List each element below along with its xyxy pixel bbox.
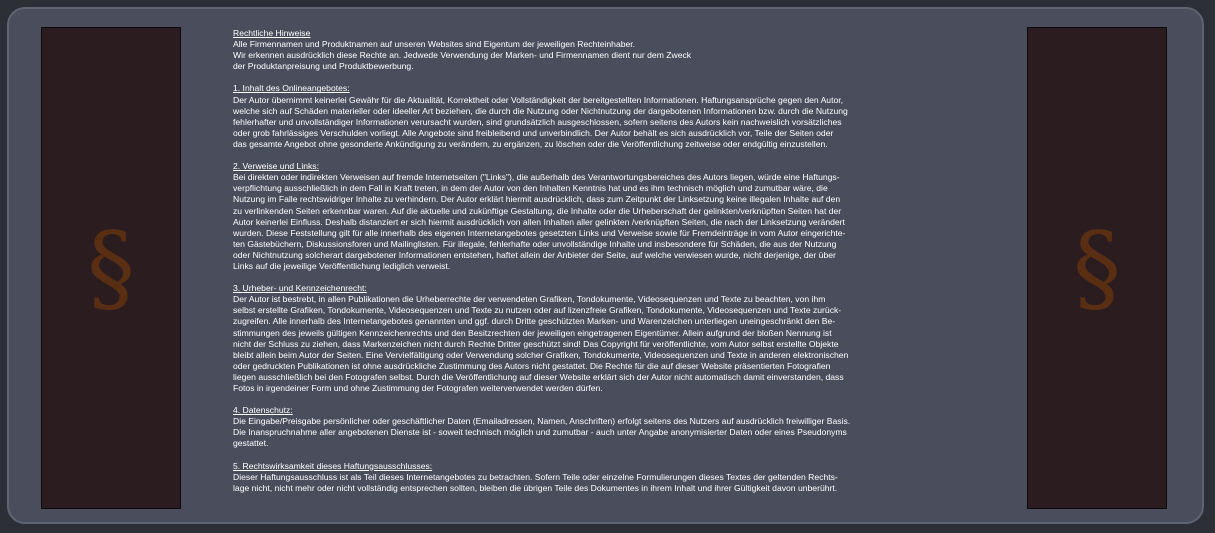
section-text-line: der Produktanpreisung und Produktbewerbung. bbox=[233, 61, 414, 72]
intro-block bbox=[233, 28, 953, 72]
left-side-panel bbox=[41, 27, 181, 509]
section-heading: 2. Verweise und Links: bbox=[233, 161, 319, 172]
section-heading: 1. Inhalt des Onlineangebotes: bbox=[233, 83, 350, 94]
section-text-line: oder Nichtnutzung solcherart dargebotener Informationen entstehen, haftet allein der Anbieter der Seite, auf welche verwiesen wurde, nicht derjenige, der über bbox=[233, 249, 836, 260]
legal-section bbox=[233, 283, 953, 394]
section-heading: 5. Rechtswirksamkeit dieses Haftungsausschlusses: bbox=[233, 460, 433, 471]
paragraph-sign-icon: § bbox=[87, 212, 135, 324]
section-text-line: das gesamte Angebot ohne gesonderte Ankündigung zu verändern, zu ergänzen, zu löschen oder die Veröffentlichung zeitweise oder endgültig einzustellen. bbox=[233, 138, 828, 149]
section-text-line: welche sich auf Schäden materieller oder ideeller Art beziehen, die durch die Nutzung oder Nichtnutzung der dargebotenen Informationen bzw. durch die Nutzung bbox=[233, 105, 848, 116]
section-text-line: Fotos in irgendeiner Form und ohne Zustimmung der Fotografen weiterverwendet werden dürfen. bbox=[233, 383, 603, 393]
section-text-line: Links auf die jeweilige Veröffentlichung lediglich verweist. bbox=[233, 260, 451, 271]
section-text-line: ten Gästebüchern, Diskussionsforen und Mailinglisten. Für illegale, fehlerhafte oder unvollständige Inhalte und insbesondere für Schäden, die aus der Nutzung bbox=[233, 238, 837, 249]
section-text-line: wurden. Diese Feststellung gilt für alle innerhalb des eigenen Internetangebotes gesetzten Links und Verweise sowie für Fremdeinträge in vom Autor eingerichte- bbox=[233, 227, 846, 238]
right-side-panel bbox=[1027, 27, 1167, 509]
section-text-line: nicht der Schluss zu ziehen, dass Markenzeichen nicht durch Rechte Dritter geschützt sind! Das Copyright für veröffentlichte, vom Autor selbst erstellte Objekte bbox=[233, 338, 839, 349]
section-text-line: liegen ausschließlich bei den Fotografen selbst. Durch die Veröffentlichung auf dieser Website erklärt sich der Autor nicht automatisch damit einverstanden, dass bbox=[233, 371, 844, 382]
section-text-line: Bei direkten oder indirekten Verweisen auf fremde Internetseiten ("Links"), die außerhalb des Verantwortungsbereiches des Autors liegen, würde eine Haftungs- bbox=[233, 172, 840, 183]
section-text-line: Dieser Haftungsausschluss ist als Teil dieses Internetangebotes zu betrachten. Sofern Teile oder einzelne Formulierungen dieses Textes der geltenden Rechts- bbox=[233, 471, 838, 482]
legal-section bbox=[233, 161, 953, 272]
section-text-line: lage nicht, nicht mehr oder nicht vollständig entsprechen sollten, bleiben die übrigen Teile des Dokumentes in ihrem Inhalt und ihrer Gültigkeit davon unberührt. bbox=[233, 482, 838, 493]
section-heading: 3. Urheber- und Kennzeichenrecht: bbox=[233, 283, 367, 294]
paragraph-sign-icon: § bbox=[1073, 212, 1121, 324]
legal-section bbox=[233, 83, 953, 150]
section-text-line: Wir erkennen ausdrücklich diese Rechte an. Jedwede Verwendung der Marken- und Firmennamen dient nur dem Zweck bbox=[233, 50, 692, 61]
section-text-line: Autor keinerlei Einfluss. Deshalb distanziert er sich hiermit ausdrücklich von allen Inhalten aller gelinkten /verknüpften Seiten, die nach der Linksetzung verändert bbox=[233, 216, 845, 227]
section-text-line: verpflichtung ausschließlich in dem Fall in Kraft treten, in dem der Autor von den Inhalten Kenntnis hat und es ihm technisch möglich und zumutbar wäre, die bbox=[233, 183, 828, 194]
section-text-line: oder gedruckten Publikationen ist ohne ausdrückliche Zustimmung des Autors nicht gestattet. Die Rechte für die auf dieser Website präsentierten Fotografien bbox=[233, 360, 831, 371]
section-text-line: stimmungen des jeweils gültigen Kennzeichenrechts und den Besitzrechten der jeweiligen eingetragenen Eigentümer. Allein aufgrund der bloßen Nennung ist bbox=[233, 327, 832, 338]
section-text-line: Die Inanspruchnahme aller angebotenen Dienste ist - soweit technisch möglich und zumutbar - auch unter Angabe anonymisierter Daten oder eines Pseudonyms bbox=[233, 427, 847, 438]
section-text-line: Alle Firmennamen und Produktnamen auf unseren Websites sind Eigentum der jeweiligen Rechteinhaber. bbox=[233, 39, 636, 50]
section-text-line: gestattet. bbox=[233, 438, 269, 449]
section-text-line: zu verlinkenden Seiten erkennbar waren. Auf die aktuelle und zukünftige Gestaltung, die Inhalte oder die Urheberschaft der gelinkten/verknüpften Seiten hat der bbox=[233, 205, 842, 216]
section-text-line: Nutzung im Falle rechtswidriger Inhalte zu verhindern. Der Autor erklärt hiermit ausdrücklich, dass zum Zeitpunkt der Linksetzung keine illegalen Inhalte auf den bbox=[233, 194, 841, 205]
section-heading: 4. Datenschutz: bbox=[233, 405, 293, 416]
section-text-line: selbst erstellte Grafiken, Tondokumente, Videosequenzen und Texte zu nutzen oder auf lizenzfreie Grafiken, Tondokumente, Videosequenzen und Texte zurück- bbox=[233, 305, 842, 316]
legal-notice-content bbox=[233, 28, 953, 494]
section-text-line: Die Eingabe/Preisgabe persönlicher oder geschäftlicher Daten (Emailadressen, Namen, Anschriften) erfolgt seitens des Nutzers auf ausdrücklich freiwilliger Basis. bbox=[233, 416, 851, 427]
section-text-line: bleibt allein beim Autor der Seiten. Eine Vervielfältigung oder Verwendung solcher Grafiken, Tondokumente, Videosequenzen und Texte in anderen elektronischen bbox=[233, 349, 849, 360]
section-text-line: Der Autor übernimmt keinerlei Gewähr für die Aktualität, Korrektheit oder Vollständigkeit der bereitgestellten Informationen. Haftungsansprüche gegen den Autor, bbox=[233, 94, 844, 105]
section-heading: Rechtliche Hinweise bbox=[233, 28, 311, 38]
section-text-line: fehlerhafter und unvollständiger Informationen verursacht wurden, sind grundsätzlich ausgeschlossen, sofern seitens des Autors kein nachweislich vorsätzliches bbox=[233, 116, 842, 127]
legal-section bbox=[233, 461, 953, 494]
section-text-line: oder grob fahrlässiges Verschulden vorliegt. Alle Angebote sind freibleibend und unverbindlich. Der Autor behält es sich ausdrücklich vor, Teile der Seiten oder bbox=[233, 127, 834, 138]
section-text-line: Der Autor ist bestrebt, in allen Publikationen die Urheberrechte der verwendeten Grafiken, Tondokumente, Videosequenzen und Texte zu beachten, von ihm bbox=[233, 294, 826, 305]
section-text-line: zugreifen. Alle innerhalb des Internetangebotes genannten und ggf. durch Dritte geschützten Marken- und Warenzeichen unterliegen uneingeschränkt den Be- bbox=[233, 316, 836, 327]
legal-section bbox=[233, 405, 953, 449]
